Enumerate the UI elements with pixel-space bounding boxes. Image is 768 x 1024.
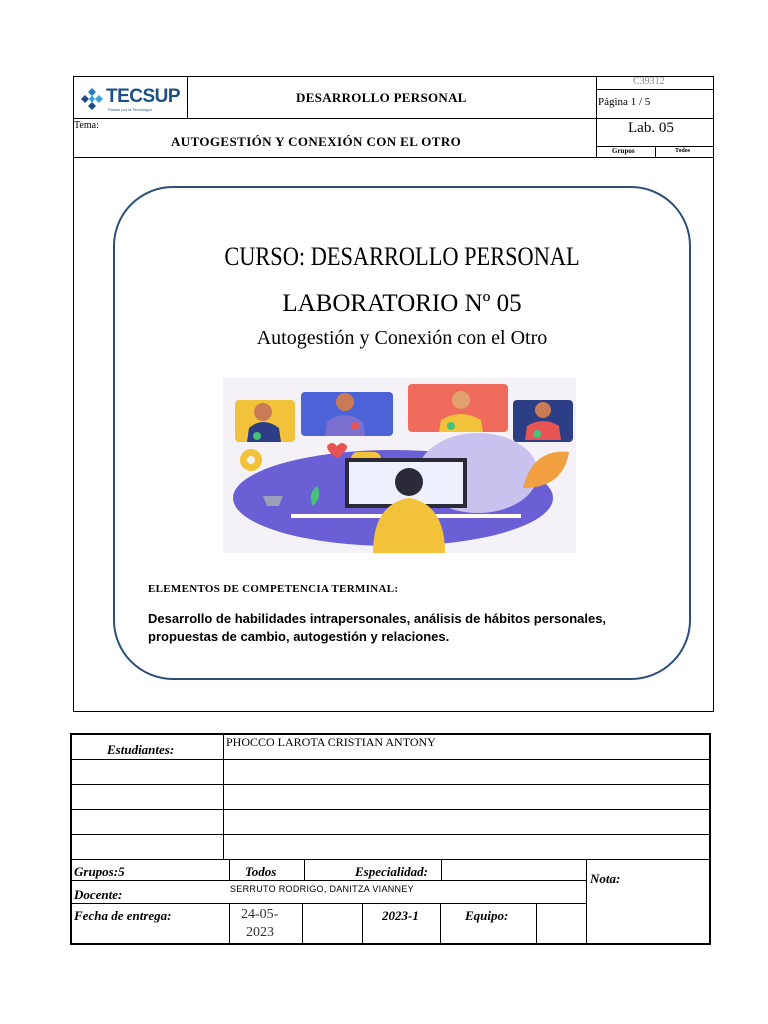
course-title: CURSO: DESARROLLO PERSONAL bbox=[224, 242, 580, 271]
table-row-divider bbox=[70, 784, 711, 785]
logo-text: TECSUP bbox=[106, 86, 181, 107]
table-row-divider bbox=[70, 759, 711, 760]
table-row-divider bbox=[70, 834, 711, 835]
lab-number: Lab. 05 bbox=[628, 120, 674, 136]
table-col-divider bbox=[362, 903, 363, 945]
specialty-label: Especialidad: bbox=[355, 864, 428, 879]
grade-label: Nota: bbox=[590, 871, 621, 886]
table-label-divider bbox=[223, 733, 224, 860]
date-label: Fecha de entrega: bbox=[74, 908, 172, 923]
team-label: Equipo: bbox=[465, 908, 509, 923]
code-divider bbox=[596, 89, 714, 90]
logo-divider bbox=[187, 76, 188, 118]
competence-text: Desarrollo de habilidades intrapersonales, análisis de hábitos personales, propuestas de cambio, autogestión y relaciones. bbox=[148, 611, 607, 644]
table-col-divider bbox=[229, 859, 230, 880]
table-col-divider bbox=[304, 859, 305, 880]
grupos-label: Grupos bbox=[612, 147, 635, 155]
groups-label: Grupos:5 bbox=[74, 864, 125, 879]
teacher-name: SERRUTO RODRIGO, DANITZA VIANNEY bbox=[230, 884, 414, 894]
table-row-divider bbox=[70, 859, 711, 860]
table-col-divider bbox=[229, 903, 230, 945]
table-col-divider bbox=[440, 903, 441, 945]
doc-title: DESARROLLO PERSONAL bbox=[296, 90, 467, 105]
tema-label: Tema: bbox=[74, 120, 99, 131]
groups-value: Todos bbox=[245, 864, 277, 879]
tema-value: AUTOGESTIÓN Y CONEXIÓN CON EL OTRO bbox=[171, 134, 462, 149]
header-bottom-divider bbox=[73, 157, 714, 158]
tecsup-logo-icon bbox=[80, 87, 104, 111]
grupos-cell-divider bbox=[655, 146, 656, 157]
tecsup-logo bbox=[80, 82, 180, 116]
student-name: PHOCCO LAROTA CRISTIAN ANTONY bbox=[226, 735, 436, 749]
table-col-divider bbox=[302, 903, 303, 945]
table-col-divider bbox=[536, 903, 537, 945]
lab-subtitle: Autogestión y Conexión con el Otro bbox=[256, 327, 548, 349]
table-row-divider bbox=[70, 880, 586, 881]
logo-tagline: Pasión por la Tecnología bbox=[108, 107, 152, 112]
students-label: Estudiantes: bbox=[107, 742, 175, 757]
header-divider bbox=[73, 118, 714, 119]
doc-code: C39312 bbox=[633, 76, 665, 87]
table-col-divider bbox=[441, 859, 442, 880]
table-row-divider bbox=[70, 903, 586, 904]
date-value-line1: 24-05- bbox=[241, 907, 279, 922]
teacher-label: Docente: bbox=[74, 887, 123, 902]
nota-divider bbox=[586, 859, 587, 945]
period-value: 2023-1 bbox=[382, 908, 419, 923]
grupos-value: Todos bbox=[675, 148, 691, 154]
date-value-line2: 2023 bbox=[246, 925, 274, 940]
table-row-divider bbox=[70, 809, 711, 810]
video-call-illustration bbox=[223, 378, 576, 553]
page-number: Página 1 / 5 bbox=[598, 96, 651, 108]
competence-heading: ELEMENTOS DE COMPETENCIA TERMINAL: bbox=[148, 583, 399, 595]
lab-title: LABORATORIO Nº 05 bbox=[282, 290, 522, 317]
